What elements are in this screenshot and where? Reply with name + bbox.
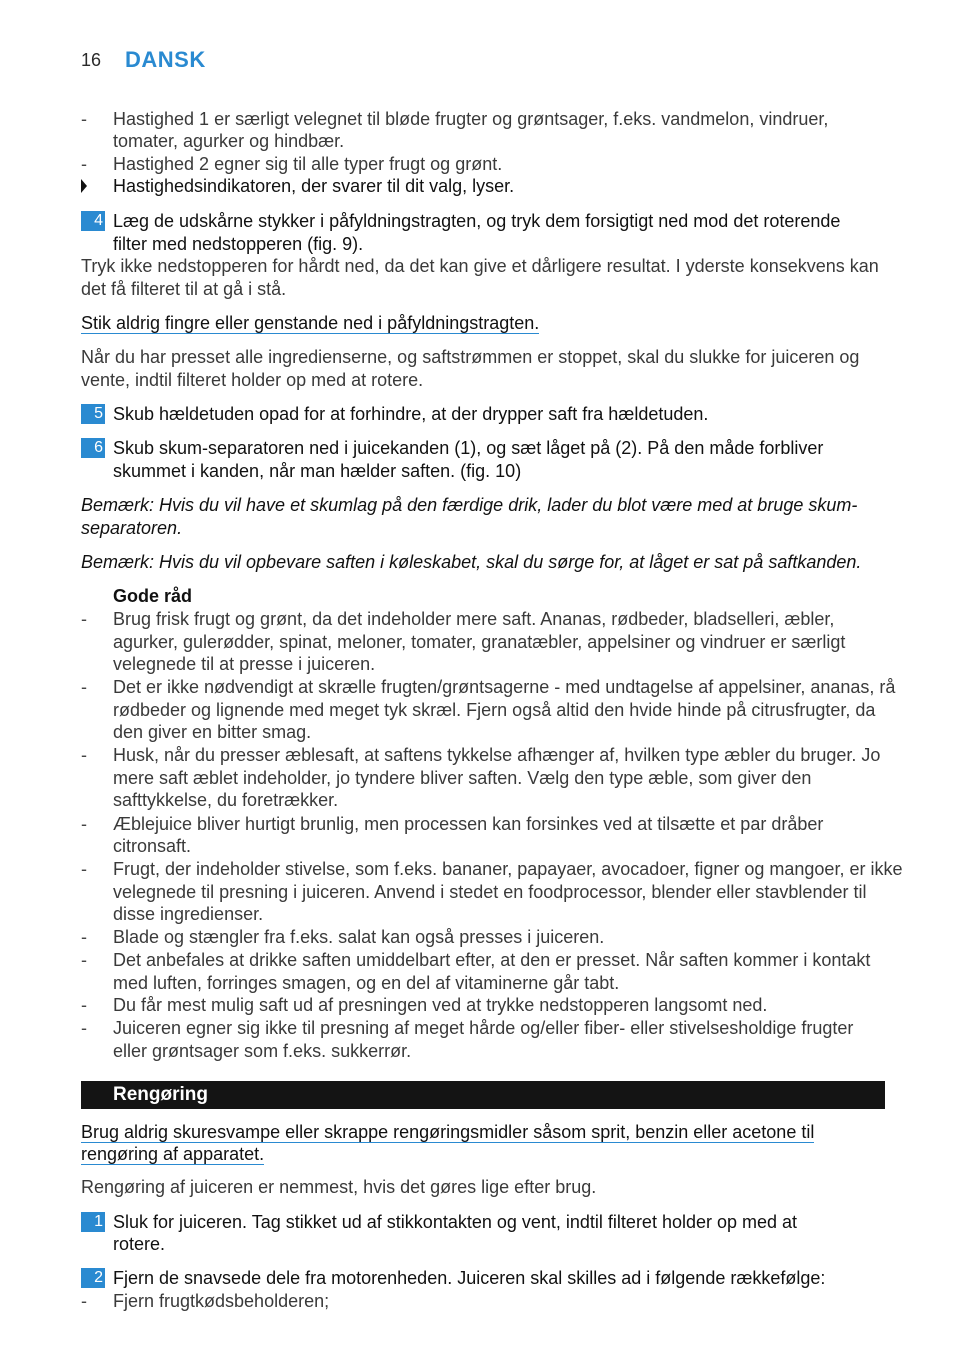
clean-step1-line2: rotere. (113, 1234, 166, 1254)
step5-text: Skub hældetuden opad for at forhindre, at der drypper saft fra hældetuden. (113, 404, 709, 424)
after-pressing-line2: vente, indtil filteret holder op med at rotere. (81, 370, 424, 390)
tip2-line1: Det er ikke nødvendigt at skrælle frugten/grøntsagerne - med undtagelse af appelsiner, ananas, rå (113, 677, 896, 697)
triangle-bullet-icon (81, 179, 87, 193)
step4-note-line1: Tryk ikke nedstopperen for hårdt ned, da det kan give et dårligere resultat. I yderste konsekvens kan (81, 256, 879, 276)
tip5-line2: velegnede til presning i juiceren. Anvend i stedet en foodprocessor, blender eller stavblender til (113, 882, 867, 902)
tips-heading: Gode råd (113, 586, 193, 606)
clean-step2-line1: Fjern de snavsede dele fra motorenheden. Juiceren skal skilles ad i følgende rækkefølge: (113, 1268, 826, 1288)
dash-bullet: - (81, 927, 87, 947)
tip4-line1: Æblejuice bliver hurtigt brunlig, men processen kan forsinkes ved at tilsætte et par dråber (113, 814, 824, 834)
step6-line1: Skub skum-separatoren ned i juicekanden (1), og sæt låget på (2). På den måde forbliver (113, 438, 824, 458)
tip1-line1: Brug frisk frugt og grønt, da det indeholder mere saft. Ananas, rødbeder, bladselleri, æbler, (113, 609, 835, 629)
step4-note-line2: det få filteret til at gå i stå. (81, 279, 287, 299)
clean-step2-sub: Fjern frugtkødsbeholderen; (113, 1291, 330, 1311)
tip8-line1: Du får mest mulig saft ud af presningen ved at trykke nedstopperen langsomt ned. (113, 995, 768, 1015)
cleaning-intro: Rengøring af juiceren er nemmest, hvis det gøres lige efter brug. (81, 1177, 597, 1197)
tip9-line2: eller grøntsager som f.eks. sukkerrør. (113, 1041, 412, 1061)
step4-line2: filter med nedstopperen (fig. 9). (113, 234, 364, 254)
tip5-line1: Frugt, der indeholder stivelse, som f.eks. bananer, papayaer, avocadoer, figner og mangoer, er ikke (113, 859, 903, 879)
language-heading: DANSK (125, 47, 206, 72)
speed1-line2: tomater, agurker og hindbær. (113, 131, 345, 151)
speed2-line: Hastighed 2 egner sig til alle typer frugt og grønt. (113, 154, 503, 174)
speed1-line1: Hastighed 1 er særligt velegnet til bløde frugter og grøntsager, f.eks. vandmelon, vindruer, (113, 109, 829, 129)
tip2-line3: den giver en bitter smag. (113, 722, 312, 742)
tip3-line3: safttykkelse, du foretrækker. (113, 790, 339, 810)
clean-step1-line1: Sluk for juiceren. Tag stikket ud af stikkontakten og vent, indtil filteret holder op med at (113, 1212, 798, 1232)
note1-line2: separatoren. (81, 518, 183, 538)
tip9-line1: Juiceren egner sig ikke til presning af meget hårde og/eller fiber- eller stivelsesholdige frugter (113, 1018, 854, 1038)
tip3-line2: mere saft æblet indeholder, jo tyndere bliver saften. Vælg den type æble, som giver den (113, 768, 812, 788)
tip4-line2: citronsaft. (113, 836, 192, 856)
note2-line: Bemærk: Hvis du vil opbevare saften i køleskabet, skal du sørge for, at låget er sat på saftkanden. (81, 552, 862, 572)
tip2-line2: rødbeder og lignende med meget tyk skræl. Fjern også altid den hvide hinde på citrusfrugter, da (113, 700, 876, 720)
finger-warning-text: Stik aldrig fingre eller genstande ned i påfyldningstragten. (81, 313, 540, 333)
step6-line2: skummet i kanden, når man hælder saften. (fig. 10) (113, 461, 522, 481)
section-header-cleaning (81, 1081, 885, 1109)
dash-bullet: - (81, 109, 87, 129)
step-number-1: 1 (81, 1212, 105, 1232)
cleaning-warning-line2 (81, 1143, 264, 1166)
step-number-5: 5 (81, 404, 105, 424)
dash-bullet: - (81, 677, 87, 697)
dash-bullet: - (81, 814, 87, 834)
note1-line1: Bemærk: Hvis du vil have et skumlag på den færdige drik, lader du blot være med at bruge skum- (81, 495, 858, 515)
cleaning-warning-text1: Brug aldrig skuresvampe eller skrappe rengøringsmidler såsom sprit, benzin eller acetone til (81, 1122, 815, 1142)
dash-bullet: - (81, 1291, 87, 1311)
finger-warning (81, 312, 539, 335)
cleaning-warning-line1 (81, 1121, 814, 1144)
tip6-line1: Blade og stængler fra f.eks. salat kan også presses i juiceren. (113, 927, 605, 947)
tip7-line1: Det anbefales at drikke saften umiddelbart efter, at den er presset. Når saften kommer i kontakt (113, 950, 871, 970)
step-number-2: 2 (81, 1268, 105, 1288)
dash-bullet: - (81, 609, 87, 629)
dash-bullet: - (81, 950, 87, 970)
tip1-line2: agurker, gulerødder, spinat, meloner, tomater, granatæbler, appelsiner og vindruer er særligt (113, 632, 846, 652)
dash-bullet: - (81, 995, 87, 1015)
dash-bullet: - (81, 859, 87, 879)
step-number-4: 4 (81, 211, 105, 231)
tip7-line2: med luften, forringes smagen, og en del af vitaminerne går tabt. (113, 973, 620, 993)
dash-bullet: - (81, 745, 87, 765)
tip5-line3: disse ingredienser. (113, 904, 264, 924)
tip3-line1: Husk, når du presser æblesaft, at saftens tykkelse afhænger af, hvilken type æbler du bruger. Jo (113, 745, 881, 765)
after-pressing-line1: Når du har presset alle ingredienserne, og saftstrømmen er stoppet, skal du slukke for juiceren og (81, 347, 860, 367)
step4-line1: Læg de udskårne stykker i påfyldningstragten, og tryk dem forsigtigt ned mod det roterende (113, 211, 841, 231)
section-title-cleaning: Rengøring (113, 1084, 208, 1105)
step-number-6: 6 (81, 438, 105, 458)
page-number: 16 (81, 50, 102, 70)
tip1-line3: velegnede til at presse i juiceren. (113, 654, 376, 674)
indicator-line: Hastighedsindikatoren, der svarer til dit valg, lyser. (113, 176, 515, 196)
dash-bullet: - (81, 1018, 87, 1038)
cleaning-warning-text2: rengøring af apparatet. (81, 1144, 265, 1164)
dash-bullet: - (81, 154, 87, 174)
